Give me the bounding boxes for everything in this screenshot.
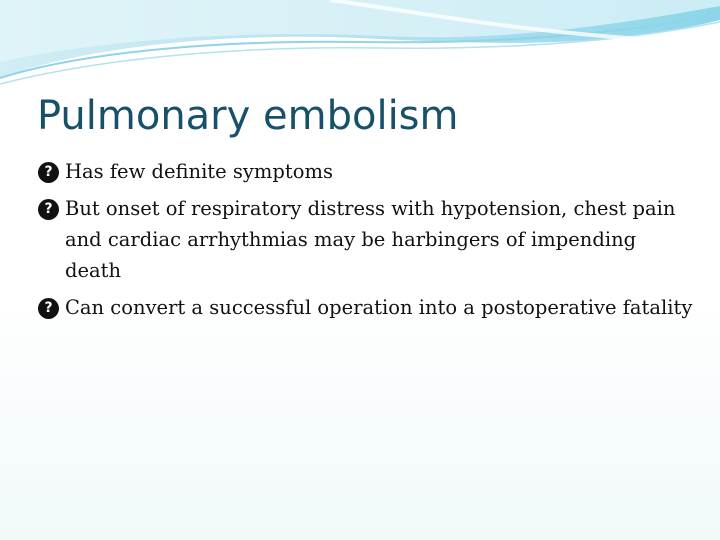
bullet-item bbox=[37, 193, 697, 286]
bullet-item bbox=[37, 292, 697, 323]
replacement-character-icon bbox=[38, 298, 59, 319]
replacement-character-icon bbox=[38, 162, 59, 183]
bullet-item bbox=[37, 156, 697, 187]
bullet-list bbox=[37, 156, 697, 323]
replacement-character-icon bbox=[38, 199, 59, 220]
slide-title: Pulmonary embolism bbox=[37, 93, 459, 139]
bullet-text: But onset of respiratory distress with hypotension, chest pain and cardiac arrhythmias may be harbingers of impending death bbox=[65, 197, 676, 282]
bullet-text: Can convert a successful operation into a postoperative fatality bbox=[65, 296, 693, 319]
bullet-text: Has few definite symptoms bbox=[65, 160, 333, 183]
